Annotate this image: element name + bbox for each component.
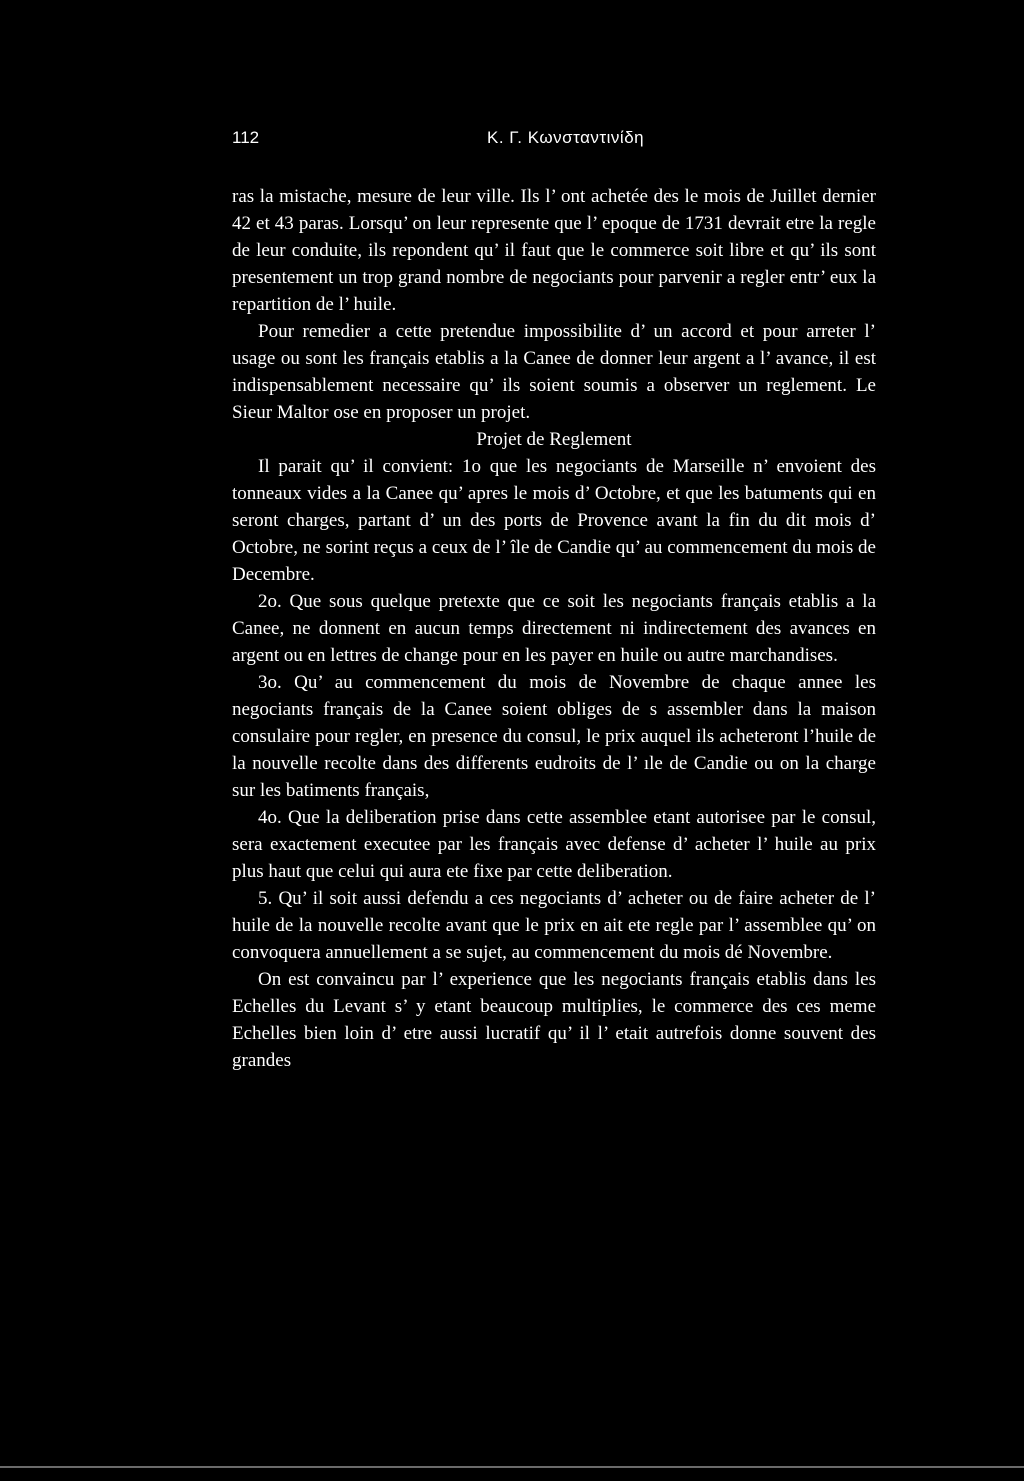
section-heading: Projet de Reglement xyxy=(476,429,632,450)
running-head: K. Γ. Κωνσταντινίδη xyxy=(487,128,645,147)
paragraph-conclusion: On est convaincu par l’ experience que les negociants français etablis dans les Echelles du Levant s’ y etant beaucoup multiplies, le commerce des ces meme Echelles bien loin d’ etre aussi lucratif qu’ il l’ etait autrefois donne souvent des grandes xyxy=(232,969,876,1071)
paragraph-article-4: 4o. Que la deliberation prise dans cette assemblee etant autorisee par le consul, sera exactement executee par les français avec defense d’ acheter l’ huile au prix plus haut que celui qui aura ete fixe par cette deliberation. xyxy=(232,807,876,882)
page-header xyxy=(232,124,876,154)
bottom-rule xyxy=(0,1466,1024,1468)
paragraph-remedy: Pour remedier a cette pretendue impossibilite d’ un accord et pour arreter l’ usage ou sont les français etablis a la Canee de donner leur argent a l’ avance, il est indispensablement necessaire qu’ ils soient soumis a observer un reglement. Le Sieur Maltor ose en proposer un projet. xyxy=(232,321,876,423)
paragraph-continuation: ras la mistache, mesure de leur ville. Ils l’ ont achetée des le mois de Juillet dernier 42 et 43 paras. Lorsqu’ on leur represente que l’ epoque de 1731 devrait etre la regle de leur conduite, ils repondent qu’ il faut que le commerce soit libre et qu’ ils sont presentement un trop grand nombre de negociants pour parvenir a regler entr’ eux la repartition de l’ huile. xyxy=(232,186,876,315)
document-body xyxy=(232,183,876,1074)
paragraph-article-1: Il parait qu’ il convient: 1o que les negociants de Marseille n’ envoient des tonneaux vides a la Canee qu’ apres le mois d’ Octobre, et que les batuments qui en seront charges, partant d’ un des ports de Provence avant la fin du dit mois d’ Octobre, ne sorint reçus a ceux de l’ île de Candie qu’ au commencement du mois de Decembre. xyxy=(232,456,876,585)
paragraph-article-5: 5. Qu’ il soit aussi defendu a ces negociants d’ acheter ou de faire acheter de l’ huile de la nouvelle recolte avant que le prix en ait ete regle par l’ assemblee qu’ on convoquera annuellement a se sujet, au commencement du mois dé Novembre. xyxy=(232,888,876,963)
paragraph-article-2: 2o. Que sous quelque pretexte que ce soit les negociants français etablis a la Canee, ne donnent en aucun temps directement ni indirectement des avances en argent ou en lettres de change pour en les payer en huile ou autre marchandises. xyxy=(232,591,876,666)
paragraph-article-3: 3o. Qu’ au commencement du mois de Novembre de chaque annee les negociants français de la Canee soient obliges de s assembler dans la maison consulaire pour regler, en presence du consul, le prix auquel ils acheteront l’huile de la nouvelle recolte dans des differents eudroits de l’ ıle de Candie ou on la charge sur les batiments français, xyxy=(232,672,876,801)
page-number: 112 xyxy=(232,128,260,147)
